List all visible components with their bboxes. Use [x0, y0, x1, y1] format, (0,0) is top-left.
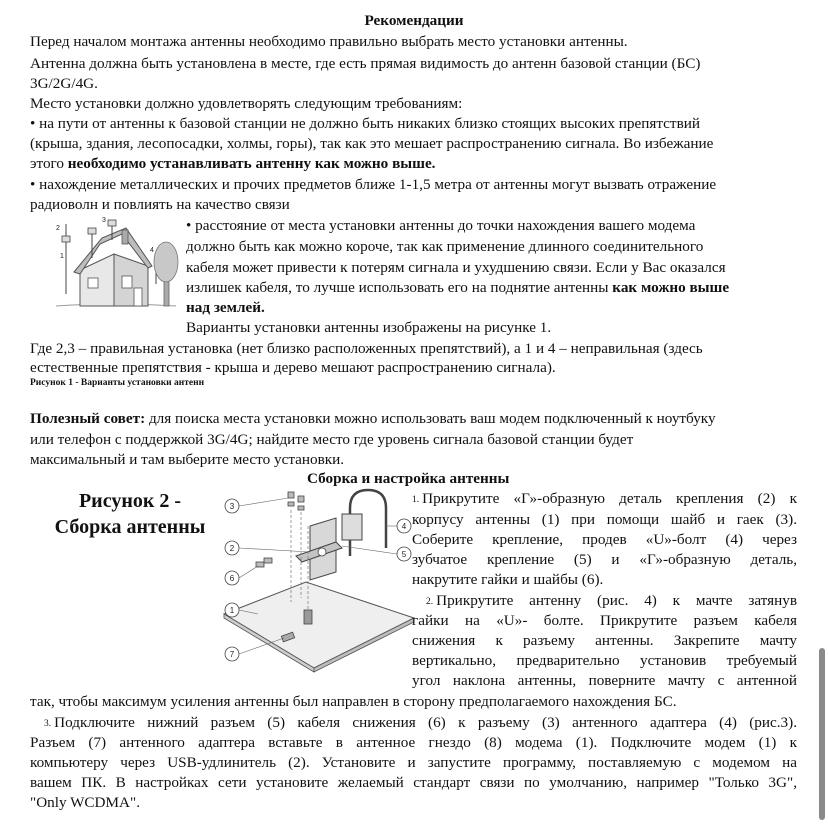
bullet-1-line-1: • на пути от антенны к базовой станции не должно быть никаких близко стоящих высоких препятствий — [30, 115, 700, 132]
requirements-intro: Место установки должно удовлетворять следующим требованиям: — [30, 95, 463, 112]
vertical-scrollbar[interactable] — [819, 648, 825, 820]
step-1-line-3: Соберите крепление, продев «U»-болт (4) через — [412, 531, 797, 548]
tip-line-2: или телефон с поддержкой 3G/4G; найдите место где уровень сигнала базовой станции будет — [30, 431, 634, 448]
figure-1-label-2: 2 — [56, 225, 60, 232]
step-1-line-5: накрутите гайки и шайбы (6). — [412, 571, 604, 588]
bullet-3-line-2: должно быть как можно короче, так как применение длинного соединительного — [186, 238, 704, 255]
step-1-line-2: корпусу антенны (1) при помощи шайб и гаек (3). — [412, 511, 797, 528]
figure-1-caption: Рисунок 1 - Варианты установки антенн — [30, 378, 205, 388]
figure-2-label-3: 3 — [229, 502, 235, 511]
figure-1-label-3: 3 — [102, 217, 106, 224]
assembly-heading: Сборка и настройка антенны — [307, 470, 510, 487]
variants-text: Варианты установки антенны изображены на рисунке 1. — [186, 319, 552, 336]
bullet-1-line-3: этого необходимо устанавливать антенну как можно выше. — [30, 155, 436, 172]
bullet-3-line-1: • расстояние от места установки антенны до точки нахождения вашего модема — [186, 217, 696, 234]
bullet-3-line-3: кабеля может привести к потерям сигнала и ухудшению связи. Если у Вас оказался — [186, 259, 726, 276]
figure-1-label-4: 4 — [150, 247, 154, 254]
bullet-3-line-4: излишек кабеля, то лучше использовать его на поднятие антенны как можно выше — [186, 279, 730, 296]
step-2-line-3: снижения к разъему антенны. Закрепите мачту — [412, 632, 797, 649]
step-3-line-4: вашем ПК. В настройках сети установите желаемый стандарт связи по умолчанию, например "Только 3G", — [30, 774, 797, 791]
bullet-3-line-5: над землей. — [186, 299, 265, 316]
step-1-line-4: зубчатое крепление (5) и «Г»-образную деталь, — [412, 551, 797, 568]
step-2-line-6: так, чтобы максимум усиления антенны был направлен в сторону предполагаемого нахождения БС. — [30, 693, 677, 710]
figure-2-title-line-2: Сборка антенны — [54, 516, 206, 538]
step-2-line-2: гайки на «U»- болте. Прикрутите разъем кабеля — [412, 612, 797, 629]
figure-2-label-2: 2 — [229, 544, 235, 553]
step-3-line-1: 3. Подключите нижний разъем (5) кабеля снижения (6) к разъему (3) антенного адаптера (4) (рис.3). — [44, 714, 797, 731]
page-heading: Рекомендации — [364, 12, 464, 29]
figure-1-house-illustration — [52, 214, 180, 314]
figure-1-label-1: 1 — [60, 253, 64, 260]
step-3-line-3: компьютеру через USB-удлинитель (2). Установите и запустите программу, поставляемую с модемом на — [30, 754, 797, 771]
figure-2-label-4: 4 — [401, 522, 407, 531]
figure-2-label-7: 7 — [229, 650, 235, 659]
figure-2-label-6: 6 — [229, 574, 235, 583]
step-2-line-5: угол наклона антенны, поверните мачту с антенной — [412, 672, 797, 689]
step-3-line-2: Разъем (7) антенного адаптера вставьте в антенное гнездо (8) модема (1). Подключите модем (1) к — [30, 734, 797, 751]
figure-2-label-1: 1 — [229, 606, 235, 615]
visibility-line-1: Антенна должна быть установлена в месте, где есть прямая видимость до антенн базовой станции (БС) — [30, 55, 701, 72]
intro-paragraph: Перед началом монтажа антенны необходимо правильно выбрать место установки антенны. — [30, 33, 628, 50]
where-line-1: Где 2,3 – правильная установка (нет близко расположенных препятствий), а 1 и 4 – неправильная (здесь — [30, 340, 703, 357]
step-2-line-4: вертикально, предварительно установив требуемый — [412, 652, 797, 669]
tip-line-3: максимальный и там выберите место установки. — [30, 451, 345, 468]
figure-2-antenna-assembly — [218, 486, 418, 682]
step-3-line-5: "Only WCDMA". — [30, 794, 140, 811]
bullet-2-line-1: • нахождение металлических и прочих предметов ближе 1-1,5 метра от антенны могут вызвать отражение — [30, 176, 717, 193]
figure-2-label-5: 5 — [401, 550, 407, 559]
bullet-2-line-2: радиоволн и повлиять на качество связи — [30, 196, 290, 213]
step-1-line-1: 1. Прикрутите «Г»-образную деталь крепления (2) к — [412, 490, 797, 507]
step-2-line-1: 2. Прикрутите антенну (рис. 4) к мачте затянув — [426, 592, 797, 609]
figure-2-title-line-1: Рисунок 2 - — [78, 490, 182, 512]
tip-line-1: Полезный совет: для поиска места установки можно использовать ваш модем подключенный к ноутбуку — [30, 410, 716, 427]
bullet-1-line-2: (крыша, здания, лесопосадки, холмы, горы), так как это мешает распространению сигнала. Во избежание — [30, 135, 714, 152]
where-line-2: естественные препятствия - крыша и дерево мешают распространению сигнала). — [30, 359, 556, 376]
visibility-line-2: 3G/2G/4G. — [30, 75, 98, 92]
